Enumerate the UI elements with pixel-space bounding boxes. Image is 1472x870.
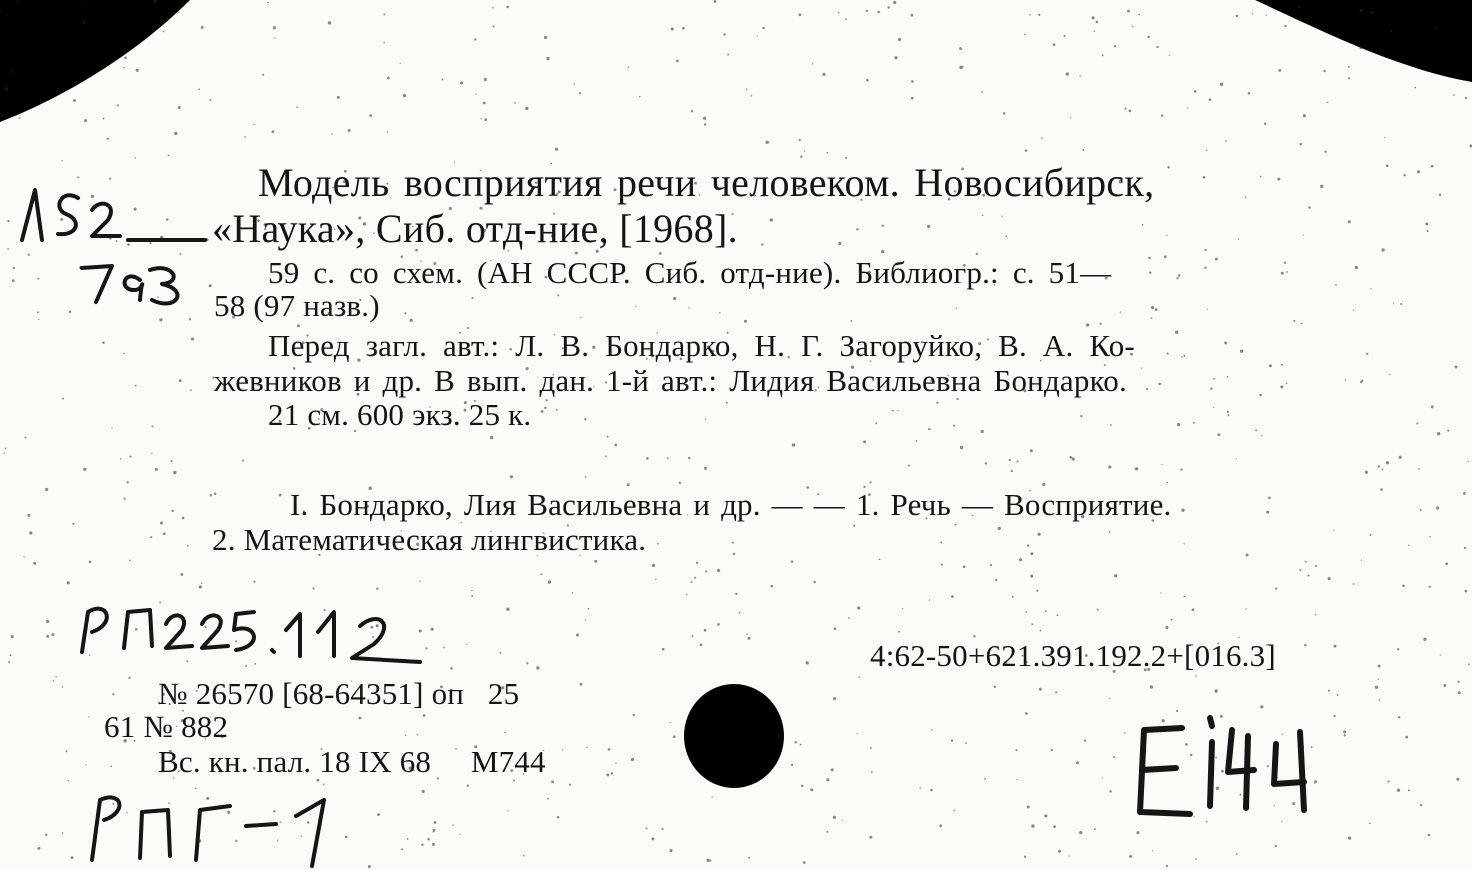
title-line-2: «Наука», Сиб. отд-ние, [1968]. (212, 206, 738, 251)
subject-line-2: 2. Математическая лингвистика. (212, 522, 647, 557)
subject-line-1: I. Бондарко, Лия Васильевна и др. — — 1. Речь — Восприятие. (290, 487, 1172, 522)
description-line-3: Перед загл. авт.: Л. В. Бондарко, Н. Г. Загоруйко, В. А. Ко- (268, 328, 1135, 363)
description-line-1: 59 с. со схем. (АН СССР. Сиб. отд-ние). Библиогр.: с. 51— (268, 255, 1112, 290)
classification-code: 4:62-50+621.391.192.2+[016.3] (870, 638, 1276, 673)
description-line-4: жевников и др. В вып. дан. 1-й авт.: Лидия Васильевна Бондарко. (214, 363, 1127, 398)
registry-line-1: № 26570 [68-64351] оп 25 (158, 676, 520, 711)
registry-line-3: Вс. кн. пал. 18 IX 68 М744 (158, 744, 546, 779)
description-line-2: 58 (97 назв.) (214, 288, 380, 323)
title-line-1: Модель восприятия речи человеком. Новосибирск, (258, 160, 1155, 205)
description-line-5: 21 см. 600 экз. 25 к. (268, 397, 532, 432)
registry-line-2: 61 № 882 (104, 709, 229, 744)
